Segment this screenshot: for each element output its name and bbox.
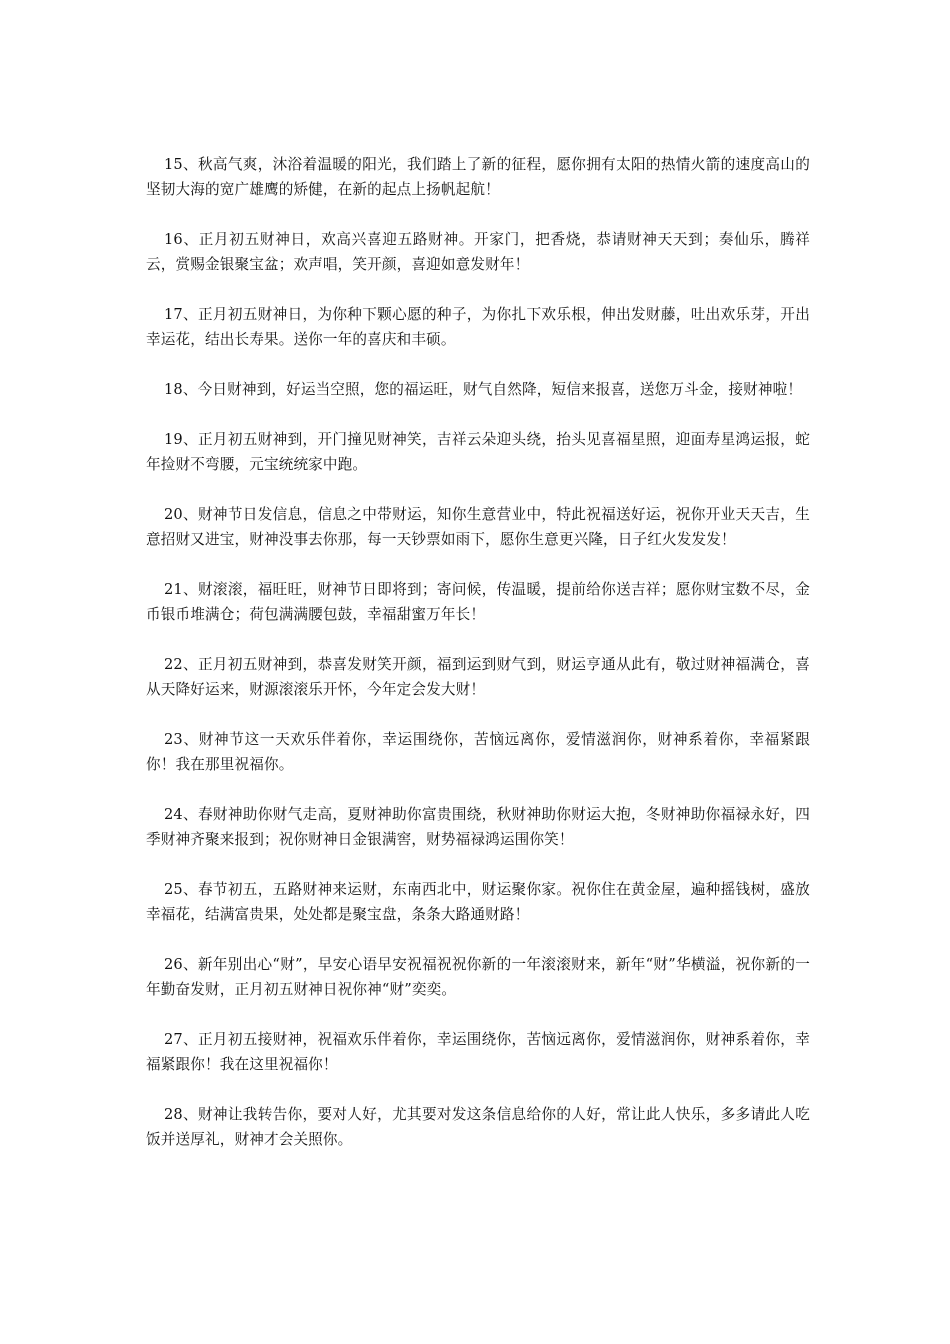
paragraph-22: 22、正月初五财神到，恭喜发财笑开颜，福到运到财气到，财运亨通从此有，敬过财神福满仓，喜从天降好运来，财源滚滚乐开怀，今年定会发大财！ bbox=[146, 656, 810, 698]
paragraph-18: 18、今日财神到，好运当空照，您的福运旺，财气自然降，短信来报喜，送您万斗金，接财神啦！ bbox=[164, 381, 803, 398]
paragraph-23: 23、财神节这一天欢乐伴着你，幸运围绕你，苦恼远离你，爱情滋润你，财神系着你，幸福紧跟你！我在那里祝福你。 bbox=[146, 731, 810, 773]
paragraph-27: 27、正月初五接财神，祝福欢乐伴着你，幸运围绕你，苦恼远离你，爱情滋润你，财神系着你，幸福紧跟你！我在这里祝福你！ bbox=[146, 1031, 810, 1073]
document-body bbox=[146, 152, 810, 1177]
paragraph-24: 24、春财神助你财气走高，夏财神助你富贵围绕，秋财神助你财运大抱，冬财神助你福禄永好，四季财神齐聚来报到；祝你财神日金银满窖，财势福禄鸿运围你笑！ bbox=[146, 806, 810, 848]
paragraph-19: 19、正月初五财神到，开门撞见财神笑，吉祥云朵迎头绕，抬头见喜福星照，迎面寿星鸿运报，蛇年捡财不弯腰，元宝统统家中跑。 bbox=[146, 431, 810, 473]
paragraph-25: 25、春节初五，五路财神来运财，东南西北中，财运聚你家。祝你住在黄金屋，遍种摇钱树，盛放幸福花，结满富贵果，处处都是聚宝盘，条条大路通财路！ bbox=[146, 881, 810, 923]
paragraph-20: 20、财神节日发信息，信息之中带财运，知你生意营业中，特此祝福送好运，祝你开业天天吉，生意招财又进宝，财神没事去你那，每一天钞票如雨下，愿你生意更兴隆，日子红火发发发！ bbox=[146, 506, 810, 548]
paragraph-16: 16、正月初五财神日，欢高兴喜迎五路财神。开家门，把香烧，恭请财神天天到；奏仙乐，腾祥云，赏赐金银聚宝盆；欢声唱，笑开颜，喜迎如意发财年！ bbox=[146, 231, 810, 273]
paragraph-15: 15、秋高气爽，沐浴着温暖的阳光，我们踏上了新的征程，愿你拥有太阳的热情火箭的速度高山的坚韧大海的宽广雄鹰的矫健，在新的起点上扬帆起航！ bbox=[146, 156, 810, 198]
paragraph-28: 28、财神让我转告你，要对人好，尤其要对发这条信息给你的人好，常让此人快乐，多多请此人吃饭并送厚礼，财神才会关照你。 bbox=[146, 1106, 810, 1148]
paragraph-21: 21、财滚滚，福旺旺，财神节日即将到；寄问候，传温暖，提前给你送吉祥；愿你财宝数不尽，金币银币堆满仓；荷包满满腰包鼓，幸福甜蜜万年长！ bbox=[146, 581, 810, 623]
paragraph-17: 17、正月初五财神日，为你种下颗心愿的种子，为你扎下欢乐根，伸出发财藤，吐出欢乐芽，开出幸运花，结出长寿果。送你一年的喜庆和丰硕。 bbox=[146, 306, 810, 348]
paragraph-26: 26、新年别出心“财”，早安心语早安祝福祝祝你新的一年滚滚财来，新年“财”华横溢，祝你新的一年勤奋发财，正月初五财神日祝你神“财”奕奕。 bbox=[146, 956, 810, 998]
